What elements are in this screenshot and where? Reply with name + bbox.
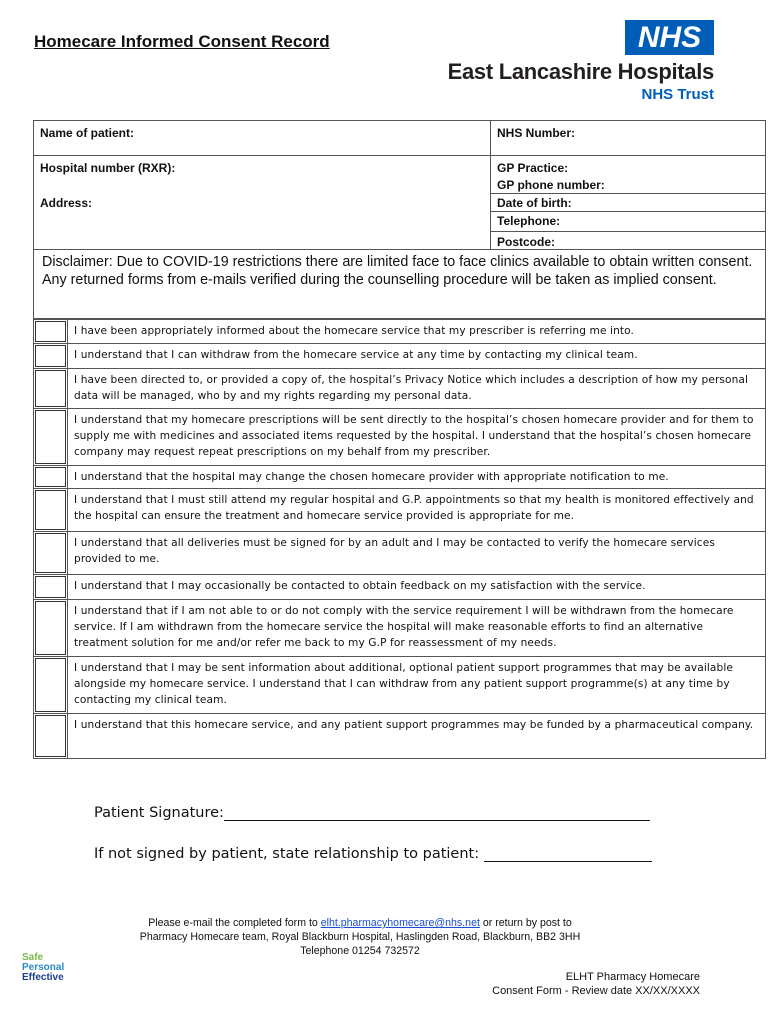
gp-practice-field[interactable]: GP Practice: [497,161,569,175]
consent-checkbox[interactable] [34,409,68,465]
hospital-number-field[interactable]: Hospital number (RXR): [40,161,176,175]
org-name: East Lancashire Hospitals [447,59,714,84]
statement-text: I understand that I may occasionally be contacted to obtain feedback on my satisfaction with the service. [74,580,646,592]
footer-instructions [60,916,660,958]
date-of-birth-field[interactable]: Date of birth: [497,196,572,210]
statement-text: I understand that I can withdraw from the homecare service at any time by contacting my clinical team. [74,349,638,361]
footer-line1-post: or return by post to [479,917,572,929]
consent-statements [33,319,766,759]
consent-checkbox[interactable] [34,369,68,408]
statement-row [33,575,766,600]
statement-row [33,714,766,759]
consent-checkbox[interactable] [34,575,68,599]
statement-row [33,466,766,489]
statement-text: I understand that I must still attend my regular hospital and G.P. appointments so that my health is monitored effectively and the hospital can ensure the treatment and homecare service provided is appropriate for me. [74,494,754,522]
footer-address: Pharmacy Homecare team, Royal Blackburn Hospital, Haslingden Road, Blackburn, BB2 3HH [139,931,581,943]
review-info [492,970,700,998]
nhs-number-field[interactable]: NHS Number: [497,126,576,140]
patient-details-table [33,120,766,250]
statement-row [33,369,766,409]
statement-text: I understand that all deliveries must be signed for by an adult and I may be contacted to verify the homecare services provided to me. [74,537,715,565]
review-line2: Consent Form - Review date XX/XX/XXXX [492,985,700,997]
statement-row [33,409,766,466]
gp-phone-field[interactable]: GP phone number: [497,178,605,192]
nhs-logo: NHS [625,20,714,55]
consent-checkbox[interactable] [34,489,68,531]
patient-signature-row [94,805,650,821]
review-line1: ELHT Pharmacy Homecare [565,971,700,983]
relationship-row [94,846,652,862]
consent-checkbox[interactable] [34,466,68,488]
statement-row [33,532,766,575]
values-effective: Effective [22,972,64,983]
email-link[interactable]: elht.pharmacyhomecare@nhs.net [320,917,480,929]
page-title: Homecare Informed Consent Record [34,32,330,51]
consent-checkbox[interactable] [34,344,68,368]
name-of-patient-field[interactable]: Name of patient: [40,126,135,140]
telephone-field[interactable]: Telephone: [497,214,561,228]
statement-row [33,600,766,657]
statement-row [33,489,766,532]
statement-row [33,657,766,714]
statement-text: I have been appropriately informed about the homecare service that my prescriber is referring me into. [74,325,635,337]
consent-checkbox[interactable] [34,600,68,656]
statement-text: I understand that if I am not able to or do not comply with the service requirement I will be withdrawn from the homecare service. If I am withdrawn from the homecare service the hospital will make reasonable efforts to find an alternative treatment solution for me and/or refer me back to my G.P for reassessment of my needs. [74,605,734,649]
patient-signature-label: Patient Signature: [94,805,224,821]
footer-line1-pre: Please e-mail the completed form to [148,917,321,929]
address-field[interactable]: Address: [40,196,93,210]
consent-checkbox[interactable] [34,657,68,713]
consent-checkbox[interactable] [34,532,68,574]
values-safe: Safe [22,952,44,963]
postcode-field[interactable]: Postcode: [497,235,556,249]
statement-text: I understand that my homecare prescriptions will be sent directly to the hospital’s chosen homecare provider and for them to supply me with medicines and associated items requested by the hospital. I understand that the hospital’s chosen homecare company may request repeat prescriptions on my behalf from my prescriber. [74,414,754,458]
values-logo [22,953,64,983]
statement-text: I understand that I may be sent information about additional, optional patient support programmes that may be available alongside my homecare service. I understand that I can withdraw from any patient support programme(s) at any time by contacting my clinical team. [74,662,733,706]
statement-row [33,344,766,369]
relationship-label: If not signed by patient, state relationship to patient: [94,846,480,862]
statement-text: I understand that this homecare service, and any patient support programmes may be funded by a pharmaceutical company. [74,719,754,731]
relationship-line[interactable] [484,848,652,862]
org-sub: NHS Trust [641,86,714,103]
consent-checkbox[interactable] [34,320,68,343]
statement-text: I understand that the hospital may change the chosen homecare provider with appropriate notification to me. [74,471,669,483]
disclaimer-text: Disclaimer: Due to COVID-19 restrictions there are limited face to face clinics available to obtain written consent. Any returned forms from e-mails verified during the counselling procedure will be taken as implied consent. [33,249,766,319]
statement-row [33,319,766,344]
statement-text: I have been directed to, or provided a copy of, the hospital’s Privacy Notice which includes a description of how my personal data will be managed, who by and my rights regarding my personal data. [74,374,749,402]
footer-telephone: Telephone 01254 732572 [300,945,420,957]
consent-checkbox[interactable] [34,714,68,758]
values-personal: Personal [22,962,65,973]
patient-signature-line[interactable] [224,807,650,821]
